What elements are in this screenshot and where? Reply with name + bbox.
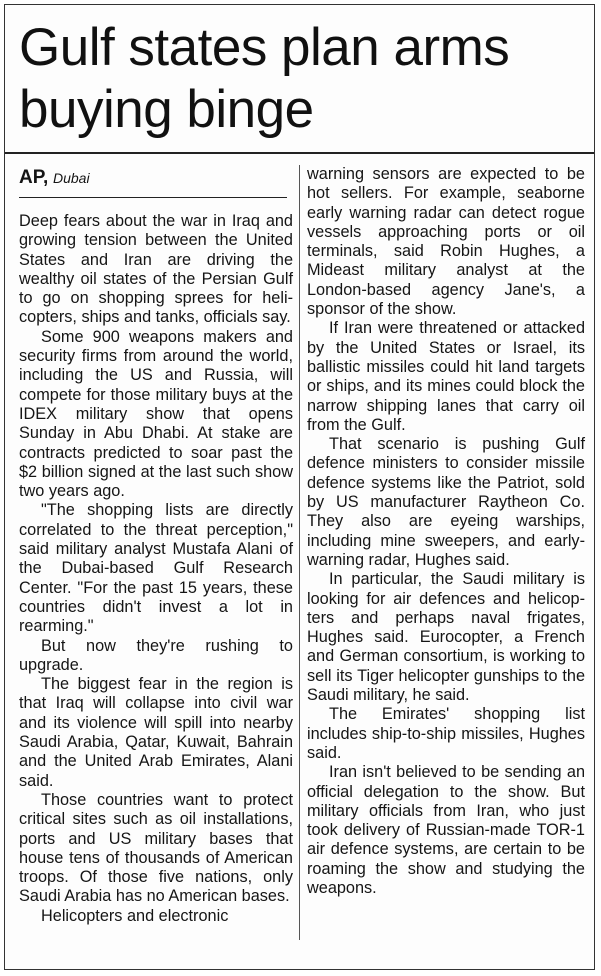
- paragraph: Helicopters and electronic: [41, 906, 229, 925]
- paragraph: The Emirates' shopping list includes ship-to-ship missiles, Hughes said.: [307, 705, 585, 762]
- paragraph: Some 900 weapons makers and security firms from around the world, including the US and Russia, will compete for those military buys at the IDEX military show that opens Sunday in Abu Dhabi. At stake are contracts predicted to soar past the $2 billion signed at the last such show two years ago.: [19, 327, 293, 501]
- right-column: [307, 165, 585, 898]
- headline-rule: [5, 152, 594, 154]
- paragraph: But now they're rushing to upgrade.: [19, 636, 293, 674]
- paragraph: Those countries want to protect critical sites such as oil installations, ports and US military bases that house tens of thousands of American troops. Of those five nations, only Saudi Arabia has no American bases.: [19, 790, 293, 906]
- byline-place: Dubai: [52, 170, 90, 186]
- column-divider: [299, 165, 300, 940]
- left-column: [19, 165, 293, 926]
- byline-rule: [19, 197, 287, 198]
- headline: Gulf states plan arms buying binge: [19, 18, 510, 139]
- paragraph: Deep fears about the war in Iraq and growing tension between the United States and Iran are driving the wealthy oil states of the Persian Gulf to go on shopping sprees for heli-copters, ships and tanks, officials say.: [19, 212, 293, 327]
- paragraph: That scenario is pushing Gulf defence ministers to consider missile defence systems like the Patriot, sold by US manufacturer Raytheon Co. They also are eyeing warships, including mine sweepers, and early-warning radar, Hughes said.: [307, 435, 585, 569]
- paragraph: Iran isn't believed to be sending an official delegation to the show. But military officials from Iran, who just took delivery of Russian-made TOR-1 air defence systems, are certain to be roaming the show and studying the weapons.: [307, 763, 585, 897]
- paragraph: warning sensors are expected to be hot sellers. For example, seaborne early warning radar can detect rogue vessels approaching ports or oil terminals, said Robin Hughes, a Mideast military analyst at the London-based agency Jane's, a sponsor of the show.: [307, 165, 585, 319]
- byline: [19, 167, 293, 189]
- paragraph: "The shopping lists are directly correlated to the threat perception," said military analyst Mustafa Alani of the Dubai-based Gulf Research Center. "For the past 15 years, these countries didn't invest a lot in rearming.": [19, 501, 293, 636]
- paragraph: If Iran were threatened or attacked by the United States or Israel, its ballistic missiles could hit land targets or ships, and its mines could block the narrow shipping lanes that carry oil from the Gulf.: [307, 319, 585, 434]
- newspaper-clipping: [4, 4, 595, 970]
- paragraph: In particular, the Saudi military is looking for air defences and helicop-ters and perhaps naval frigates, Hughes said. Eurocopter, a French and German consortium, is working to sell its Tiger helicopter gunships to the Saudi military, he said.: [307, 570, 585, 705]
- byline-agency: AP,: [19, 167, 49, 188]
- paragraph: The biggest fear in the region is that Iraq will collapse into civil war and its violence will spill into nearby Saudi Arabia, Qatar, Kuwait, Bahrain and the United Arab Emirates, Alani said.: [19, 675, 293, 790]
